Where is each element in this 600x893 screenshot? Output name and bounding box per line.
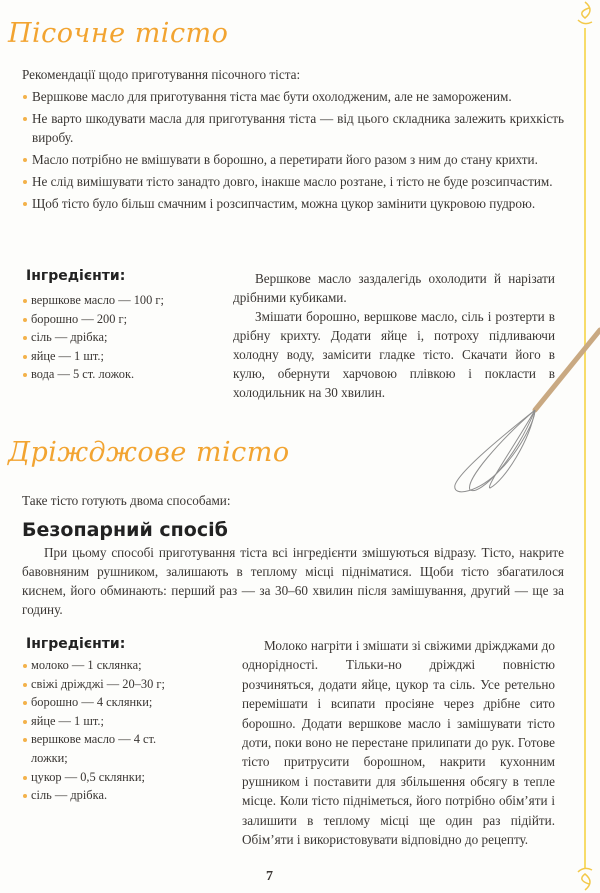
step-text: Змішати борошно, вершкове масло, сіль і розтерти в дрібну крихту. Додати яйце і, потроху підливаючи холодну воду, замісити гладке тісто. Скачати його в кулю, обернути харчовою плівкою і покласти в холодильник на 30 хвилин.: [233, 309, 555, 400]
tip-item: Вершкове масло для приготування тіста має бути охолодженим, але не замороженим.: [22, 87, 564, 106]
ingredient-item: борошно — 4 склянки;: [22, 693, 200, 712]
ingredient-item: яйце — 1 шт.;: [22, 347, 222, 366]
ingredients-heading: Інгредієнти:: [26, 268, 126, 284]
description-text: При цьому способі приготування тіста всі інгредієнти змішуються відразу. Тісто, накрите бавовняним рушником, залишають в теплому місці підніматися. Щоби тісто збагатилося киснем, його обминають: перший раз — за 30–60 хвилин після замішування, другий — ще за годину.: [22, 545, 564, 617]
ingredient-item: борошно — 200 г;: [22, 310, 222, 329]
ingredient-item: цукор — 0,5 склянки;: [22, 768, 200, 787]
section-title-yeast: Дріжджове тісто: [8, 437, 290, 468]
ingredients-heading: Інгредієнти:: [26, 636, 126, 652]
whisk-illustration-icon: [440, 320, 600, 520]
tips-list: [22, 87, 564, 213]
ingredients-list: [22, 291, 222, 384]
ingredient-item: яйце — 1 шт.;: [22, 712, 200, 731]
tip-item: Не варто шкодувати масла для приготування тіста — від цього складника залежить крихкість виробу.: [22, 109, 564, 147]
intro-text: Таке тісто готують двома способами:: [22, 493, 231, 508]
ingredients-list: [22, 656, 200, 805]
tip-item: Не слід вимішувати тісто занадто довго, інакше масло розтане, і тісто не буде розсипчастим.: [22, 172, 564, 191]
ingredient-item: свіжі дріжджі — 20–30 г;: [22, 675, 200, 694]
tip-item: Масло потрібно не вмішувати в борошно, а перетирати його разом з ним до стану крихти.: [22, 150, 564, 169]
step-text: Вершкове масло заздалегідь охолодити й нарізати дрібними кубиками.: [233, 271, 555, 305]
intro-text: Рекомендації щодо приготування пісочного тіста:: [22, 67, 301, 82]
ingredient-item: сіль — дрібка.: [22, 786, 200, 805]
ingredient-item: вершкове масло — 100 г;: [22, 291, 222, 310]
page-number: 7: [266, 869, 273, 884]
step-text: Молоко нагріти і змішати зі свіжими дріжджами до однорідності. Тільки-но дріжджі повністю розчиняться, додати яйце, цукор та сіль. Усе ретельно перемішати і всипати просіяне через дрібне сито борошно. Додати вершкове масло і замішувати тісто доти, поки воно не перестане прилипати до рук. Готове тісто притрусити борошном, накрити кухонним рушником і поставити для збільшення обсягу в тепле місце. Коли тісто підніметься, його потрібно обім’яти і залишити в теплому місці ще один раз підійти. Обім’яти і використовувати відповідно до рецепту.: [242, 638, 555, 848]
ingredient-item: вершкове масло — 4 ст. ложки;: [22, 730, 161, 767]
ingredient-item: сіль — дрібка;: [22, 328, 222, 347]
corner-ornament-icon: [560, 850, 600, 893]
tip-item: Щоб тісто було більш смачним і розсипчастим, можна цукор замінити цукровою пудрою.: [22, 194, 564, 213]
section-title-shortcrust: Пісочне тісто: [8, 18, 229, 49]
subsection-title: Безопарний спосіб: [22, 519, 228, 541]
corner-ornament-icon: [560, 0, 600, 40]
ingredient-item: молоко — 1 склянка;: [22, 656, 200, 675]
ingredient-item: вода — 5 ст. ложок.: [22, 365, 222, 384]
